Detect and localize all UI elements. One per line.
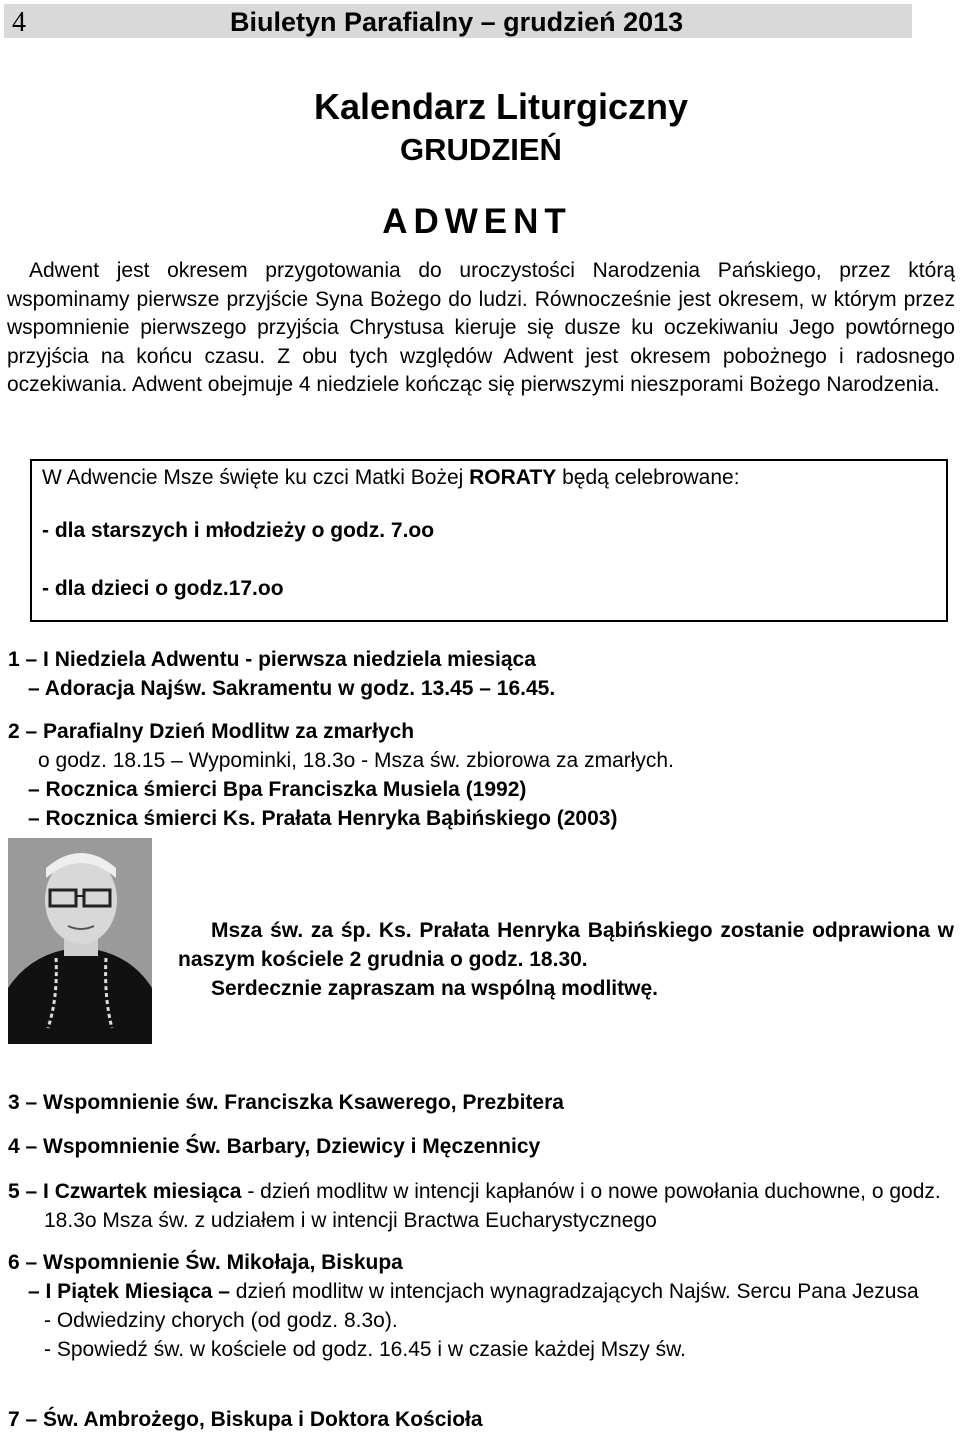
rorate-time-children: - dla dzieci o godz.17.oo (42, 577, 284, 600)
intro-paragraph: Adwent jest okresem przygotowania do uroczystości Narodzenia Pańskiego, przez którą wspominamy pierwsze przyjście Syna Bożego do ludzi. Równocześnie jest okresem, w którym przez wspomnienie pierwszego przyjścia Chrystusa kieruje się dusze ku oczekiwaniu Jego powtórnego przyjścia na końcu czasu. Z obu tych względów Adwent jest okresem pobożnego i radosnego oczekiwania. Adwent obejmuje 4 niedziele kończąc się pierwszymi nieszporami Bożego Narodzenia. (7, 259, 955, 396)
entry-day-7: 7 – Św. Ambrożego, Biskupa i Doktora Kościoła (8, 1408, 483, 1431)
rorate-box (30, 459, 948, 622)
season-heading: ADWENT (382, 202, 572, 241)
entry-day-3: 3 – Wspomnienie św. Franciszka Ksawerego, Prezbitera (8, 1091, 564, 1114)
mass-note: Msza św. za śp. Ks. Prałata Henryka Bąbińskiego zostanie odprawiona w naszym kościele 2 grudnia o godz. 18.30. Serdecznie zapraszam na wspólną modlitwę. (178, 919, 954, 1000)
portrait-image (8, 838, 152, 1044)
bulletin-title: Biuletyn Parafialny – grudzień 2013 (230, 7, 684, 37)
calendar-title: Kalendarz Liturgiczny (313, 86, 689, 127)
entry-day-5: 5 – I Czwartek miesiąca - dzień modlitw w intencji kapłanów i o nowe powołania duchowne, o godz. 18.3o Msza św. z udziałem i w intencji Bractwa Eucharystycznego (8, 1180, 941, 1232)
entry-day-6: 6 – Wspomnienie Św. Mikołaja, Biskupa – I Piątek Miesiąca – dzień modlitw w intencjach wynagradzających Najśw. Sercu Pana Jezusa - Odwiedziny chorych (od godz. 8.3o). - Spowiedź św. w kościele od godz. 16.45 i w czasie każdej Mszy św. (8, 1251, 919, 1361)
entry-day-4: 4 – Wspomnienie Św. Barbary, Dziewicy i Męczennicy (8, 1135, 541, 1158)
page-number: 4 (12, 7, 26, 38)
header-bar (4, 4, 912, 38)
rorate-intro: W Adwencie Msze święte ku czci Matki Bożej RORATY będą celebrowane: (42, 466, 740, 489)
entry-day-1: 1 – I Niedziela Adwentu - pierwsza niedziela miesiąca – Adoracja Najśw. Sakramentu w godz. 13.45 – 16.45. (8, 648, 556, 700)
entry-day-2: 2 – Parafialny Dzień Modlitw za zmarłych o godz. 18.15 – Wypominki, 18.3o - Msza św. zbiorowa za zmarłych. – Rocznica śmierci Bpa Franciszka Musiela (1992) – Rocznica śmierci Ks. Prałata Henryka Bąbińskiego (2003) (8, 720, 674, 830)
priest-portrait (8, 838, 152, 1044)
rorate-time-adults: - dla starszych i młodzieży o godz. 7.oo (42, 519, 435, 542)
calendar-month: GRUDZIEŃ (400, 132, 562, 167)
